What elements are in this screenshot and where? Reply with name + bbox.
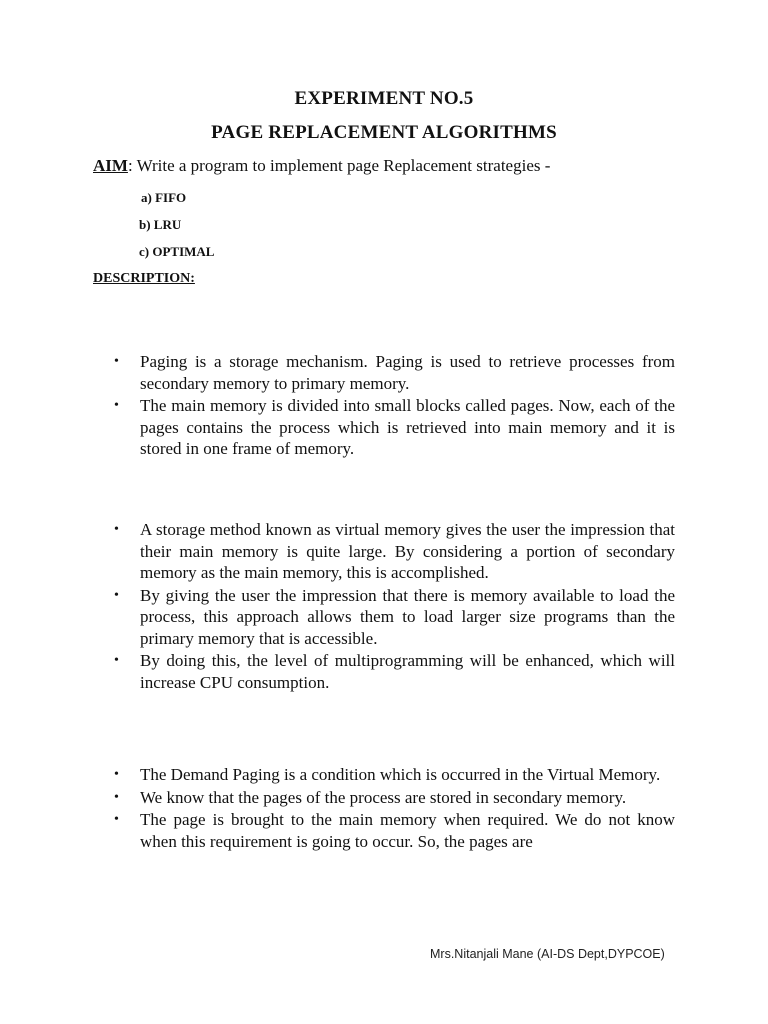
bullet-list-virtual-memory (112, 519, 675, 694)
bullet-icon: • (114, 522, 119, 537)
bullet-icon: • (114, 587, 119, 603)
list-item (112, 585, 675, 650)
bullet-icon: • (114, 767, 119, 782)
list-item (112, 764, 675, 786)
bullet-text: By giving the user the impression that there is memory available to load the process, this approach allows them to load larger size programs than the primary memory that is accessible. (140, 585, 675, 648)
description-heading: DESCRIPTION: (93, 271, 195, 286)
bullet-text: The main memory is divided into small blocks called pages. Now, each of the pages contains the process which is retrieved into main memory and it is stored in one frame of memory. (140, 396, 675, 458)
bullet-text: A storage method known as virtual memory gives the user the impression that their main memory is quite large. By considering a portion of secondary memory as the main memory, this is accomplished. (140, 520, 675, 582)
page-footer: Mrs.Nitanjali Mane (AI-DS Dept,DYPCOE) (430, 947, 665, 961)
strategy-lru: b) LRU (139, 217, 182, 232)
bullet-icon: • (114, 398, 119, 413)
bullet-text: We know that the pages of the process are stored in secondary memory. (140, 787, 627, 807)
bullet-list-paging (112, 351, 675, 461)
list-item (112, 809, 675, 852)
list-item (112, 395, 675, 460)
strategy-fifo: a) FIFO (141, 190, 187, 205)
bullet-icon: • (114, 653, 119, 668)
bullet-icon: • (114, 812, 119, 827)
page-title: PAGE REPLACEMENT ALGORITHMS (211, 122, 557, 143)
list-item (112, 787, 675, 809)
bullet-list-demand-paging (112, 764, 675, 853)
aim-label: AIM (93, 156, 128, 175)
bullet-text: The page is brought to the main memory when required. We do not know when this requirement is going to occur. So, the pages are (140, 810, 675, 851)
aim-line (93, 156, 550, 176)
bullet-text: By doing this, the level of multiprogramming will be enhanced, which will increase CPU consumption. (140, 651, 675, 692)
bullet-text: Paging is a storage mechanism. Paging is used to retrieve processes from secondary memory to primary memory. (140, 352, 675, 393)
aim-text: : Write a program to implement page Replacement strategies - (127, 156, 551, 175)
experiment-number: EXPERIMENT NO.5 (294, 88, 474, 109)
strategy-optimal: c) OPTIMAL (139, 244, 215, 259)
list-item (112, 519, 675, 584)
list-item (112, 650, 675, 693)
bullet-icon: • (114, 789, 119, 805)
bullet-icon: • (114, 354, 119, 369)
list-item (112, 351, 675, 394)
bullet-text: The Demand Paging is a condition which is occurred in the Virtual Memory. (140, 765, 661, 784)
